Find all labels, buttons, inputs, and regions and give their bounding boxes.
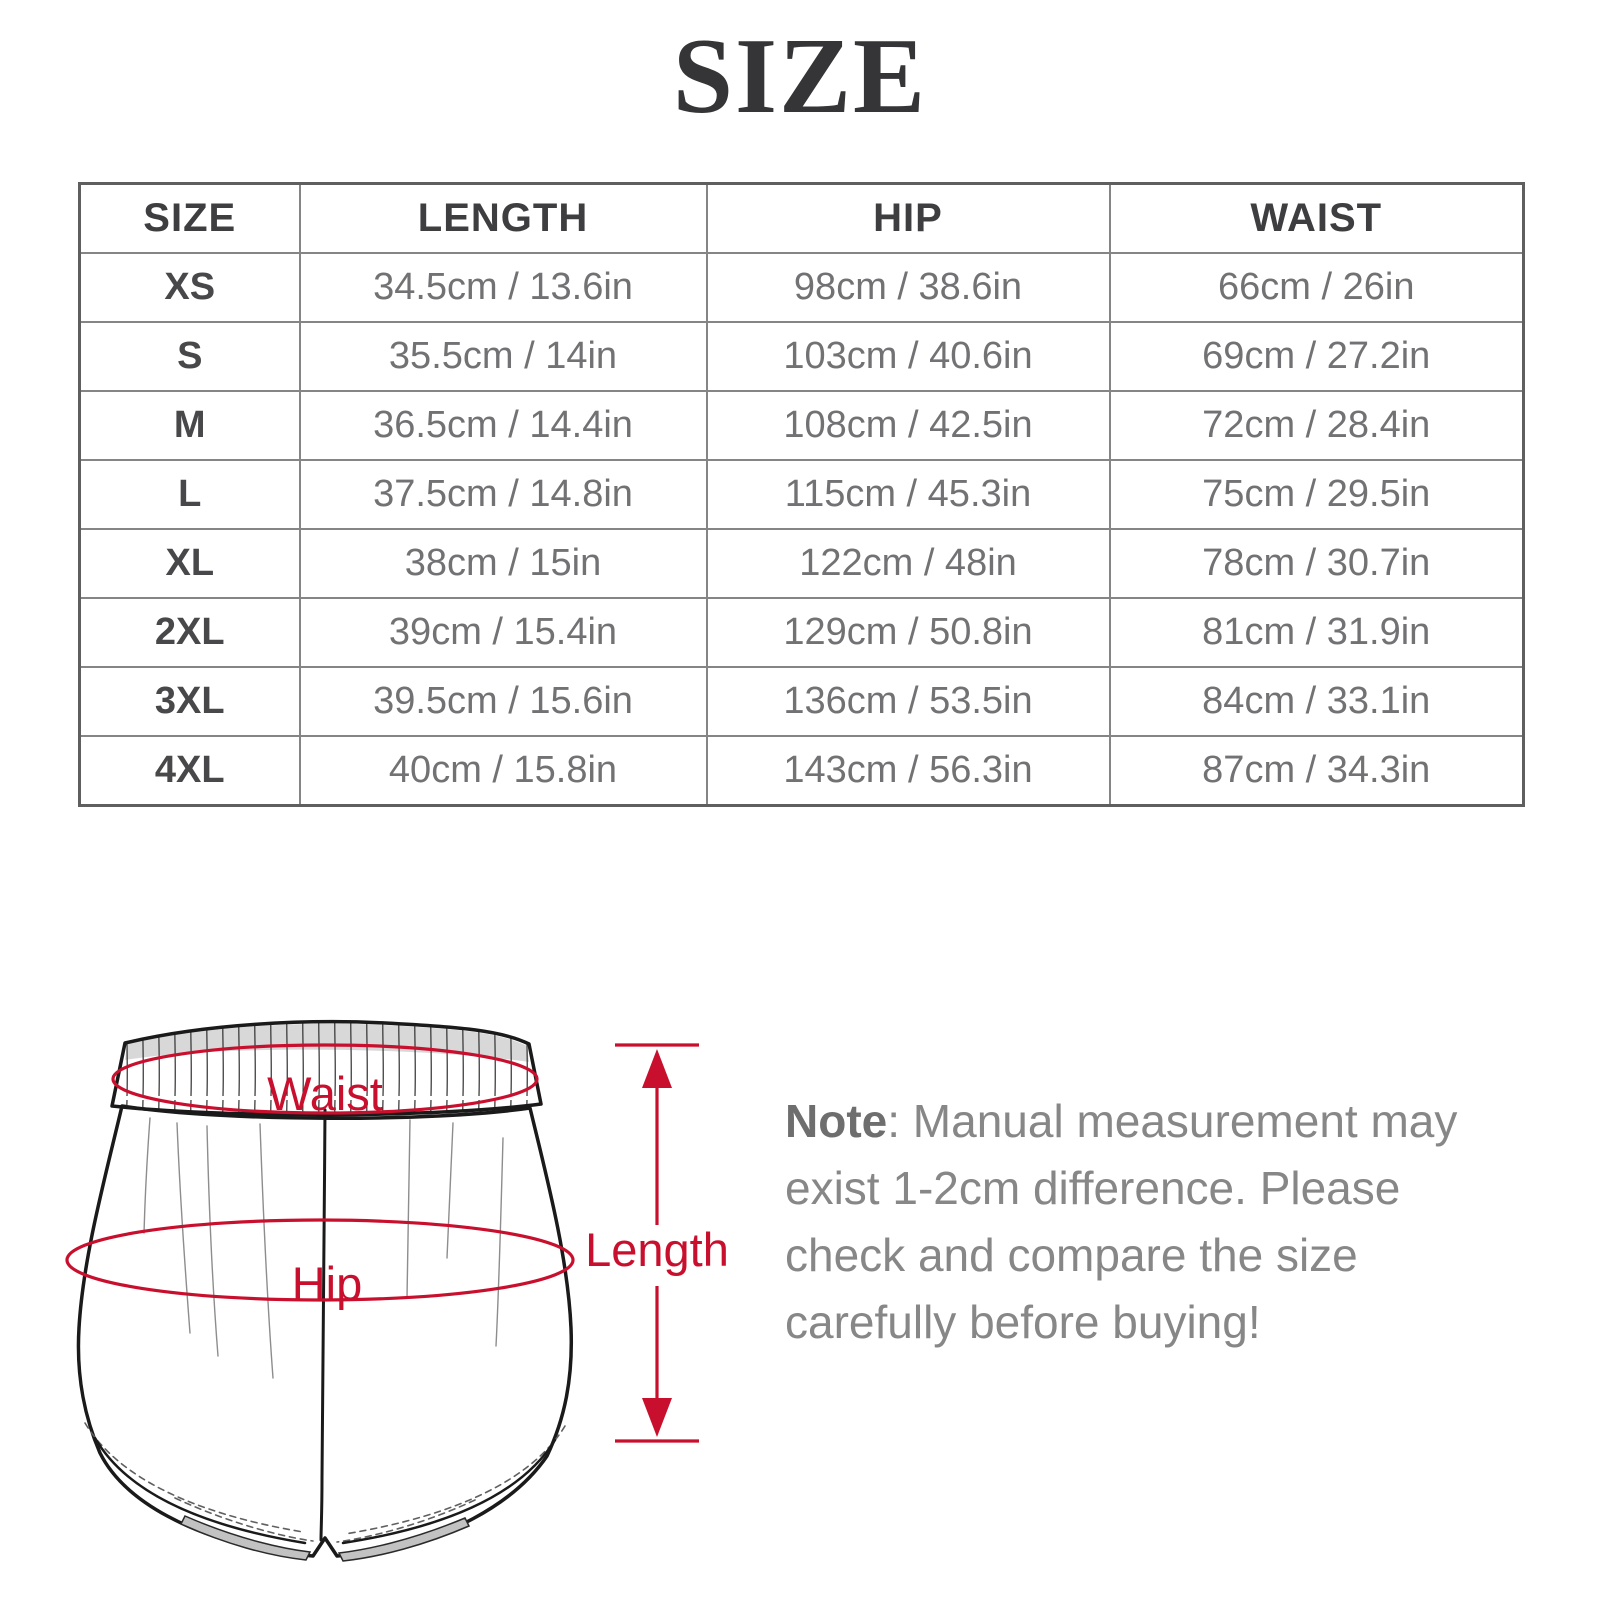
hip-value: 115cm / 45.3in (707, 460, 1110, 529)
length-value: 39.5cm / 15.6in (300, 667, 707, 736)
hip-value: 98cm / 38.6in (707, 253, 1110, 322)
waist-value: 87cm / 34.3in (1110, 736, 1524, 806)
waist-value: 69cm / 27.2in (1110, 322, 1524, 391)
column-header-waist: WAIST (1110, 184, 1524, 254)
page-title: SIZE (672, 17, 928, 136)
table-row (80, 736, 1524, 806)
table-row (80, 598, 1524, 667)
shorts-drawing (55, 998, 755, 1582)
table-row (80, 667, 1524, 736)
waist-value: 84cm / 33.1in (1110, 667, 1524, 736)
size-chart-table (78, 182, 1525, 807)
length-value: 36.5cm / 14.4in (300, 391, 707, 460)
table-row (80, 253, 1524, 322)
table-row (80, 391, 1524, 460)
table-header-row (80, 184, 1524, 254)
size-label: XL (80, 529, 300, 598)
note-label: Note (785, 1095, 888, 1147)
hip-value: 136cm / 53.5in (707, 667, 1110, 736)
column-header-hip: HIP (707, 184, 1110, 254)
table-row (80, 529, 1524, 598)
size-label: 3XL (80, 667, 300, 736)
column-header-length: LENGTH (300, 184, 707, 254)
table-row (80, 460, 1524, 529)
shorts-measurement-diagram (55, 998, 755, 1582)
arrow-up-icon (642, 1049, 672, 1088)
arrow-down-icon (642, 1398, 672, 1437)
length-value: 38cm / 15in (300, 529, 707, 598)
size-label: 4XL (80, 736, 300, 806)
length-value: 34.5cm / 13.6in (300, 253, 707, 322)
hip-value: 143cm / 56.3in (707, 736, 1110, 806)
hip-value: 108cm / 42.5in (707, 391, 1110, 460)
waist-value: 75cm / 29.5in (1110, 460, 1524, 529)
length-arrow (585, 1045, 729, 1441)
waist-value: 78cm / 30.7in (1110, 529, 1524, 598)
length-label: Length (585, 1223, 729, 1276)
length-value: 37.5cm / 14.8in (300, 460, 707, 529)
note-text: : Manual measurement may exist 1-2cm difference. Please check and compare the size carefully before buying! (785, 1095, 1458, 1348)
column-header-size: SIZE (80, 184, 300, 254)
size-label: S (80, 322, 300, 391)
length-value: 35.5cm / 14in (300, 322, 707, 391)
length-value: 39cm / 15.4in (300, 598, 707, 667)
size-label: 2XL (80, 598, 300, 667)
table-row (80, 322, 1524, 391)
measurement-note (785, 1088, 1485, 1356)
size-label: XS (80, 253, 300, 322)
size-label: M (80, 391, 300, 460)
waist-value: 66cm / 26in (1110, 253, 1524, 322)
hip-value: 122cm / 48in (707, 529, 1110, 598)
waist-label: Waist (267, 1067, 383, 1120)
length-value: 40cm / 15.8in (300, 736, 707, 806)
hip-value: 103cm / 40.6in (707, 322, 1110, 391)
hip-value: 129cm / 50.8in (707, 598, 1110, 667)
waist-value: 72cm / 28.4in (1110, 391, 1524, 460)
hip-label: Hip (291, 1257, 363, 1310)
waist-value: 81cm / 31.9in (1110, 598, 1524, 667)
size-label: L (80, 460, 300, 529)
